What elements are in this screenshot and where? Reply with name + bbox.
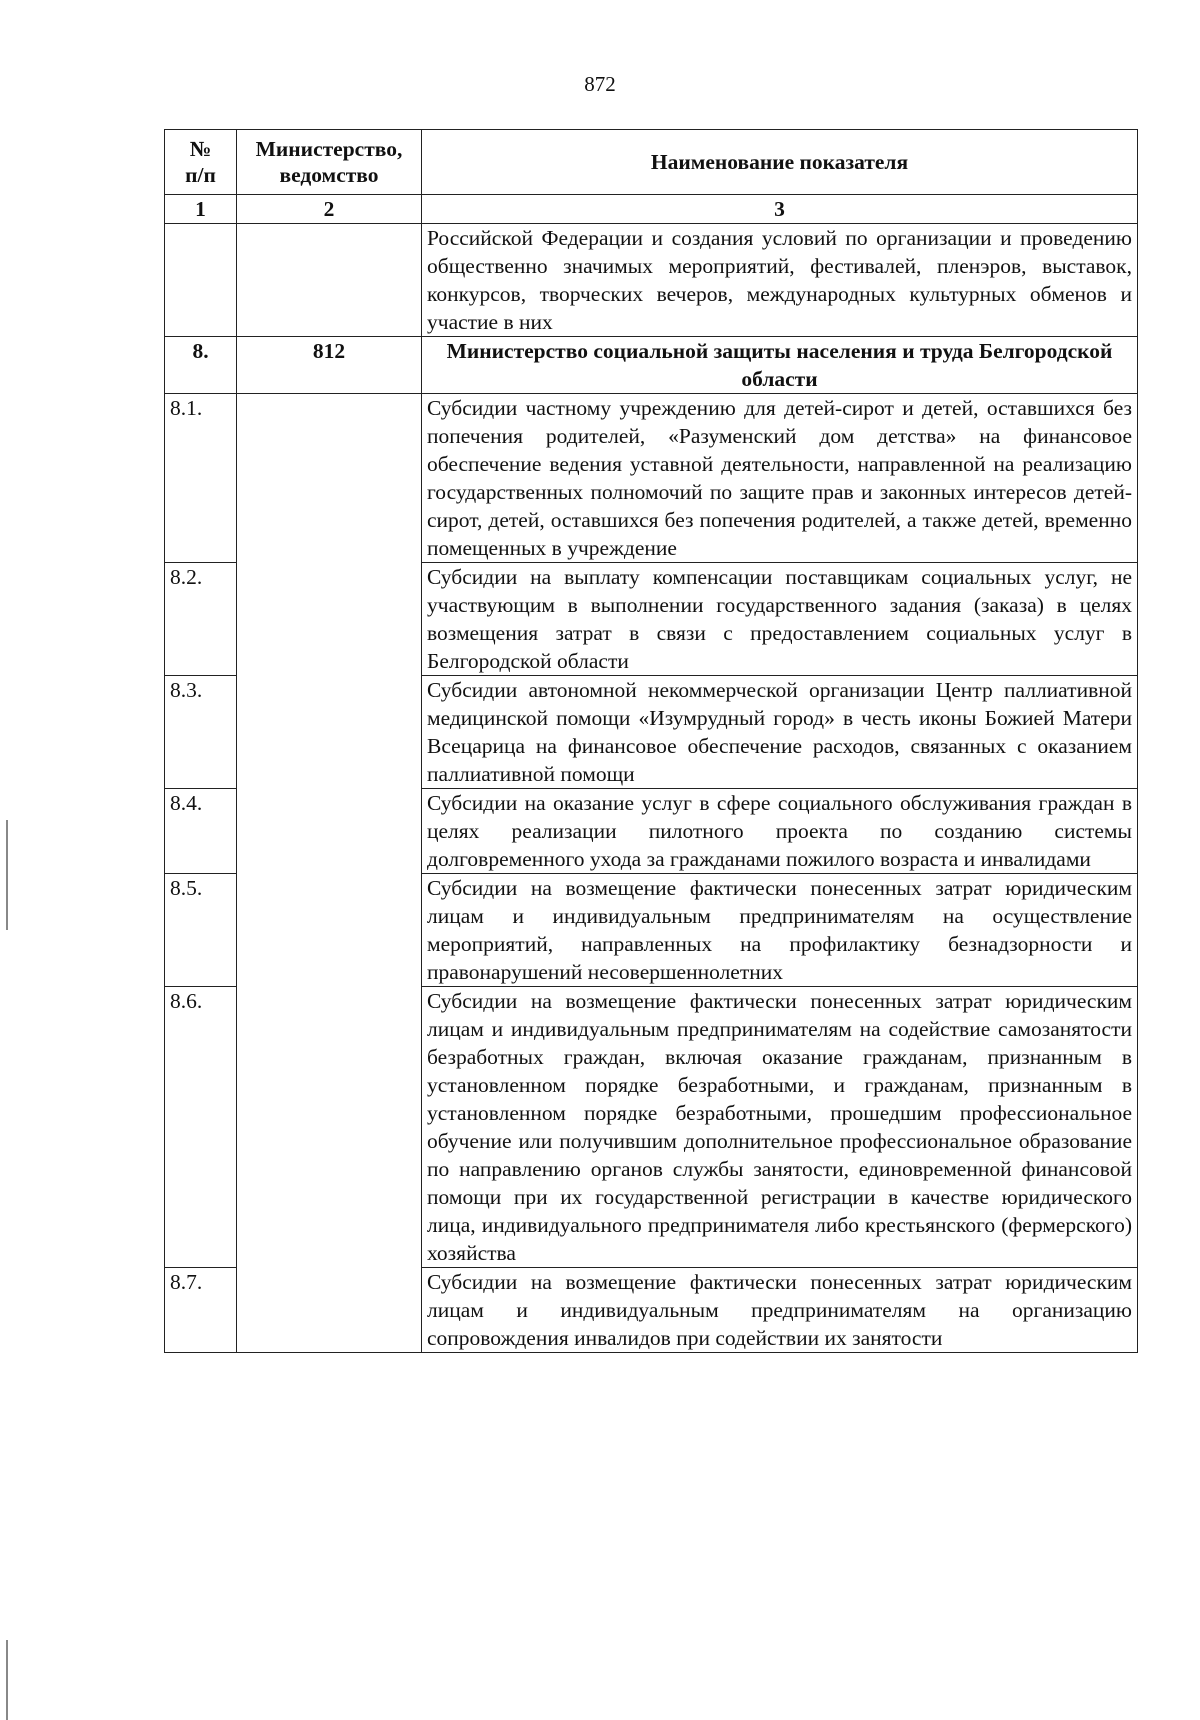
- row-text: Субсидии автономной некоммерческой организации Центр паллиативной медицинской помощи «Изумрудный город» в честь иконы Божией Матери Всецарица на финансовое обеспечение расходов, связанных с оказанием паллиативной помощи: [422, 676, 1138, 789]
- row-number: 8.7.: [165, 1268, 237, 1353]
- header-number: № п/п: [165, 130, 237, 195]
- table-row: [165, 394, 1138, 563]
- row-number: 8.2.: [165, 563, 237, 676]
- page-number: 872: [584, 72, 616, 96]
- row-number: 8.5.: [165, 874, 237, 987]
- row-number: 8.3.: [165, 676, 237, 789]
- header-ministry: Министерство, ведомство: [237, 130, 422, 195]
- scan-artifact-line: [6, 1640, 8, 1720]
- indicators-table: [164, 129, 1138, 1353]
- header-indicator-name: Наименование показателя: [422, 130, 1138, 195]
- row-text: Субсидии на оказание услуг в сфере социального обслуживания граждан в целях реализации пилотного проекта по созданию системы долговременного ухода за гражданами пожилого возраста и инвалидами: [422, 789, 1138, 874]
- continuation-ministry-cell: [237, 224, 422, 337]
- row-number: 8.4.: [165, 789, 237, 874]
- column-number-1: 1: [165, 195, 237, 224]
- section-title: Министерство социальной защиты населения и труда Белгородской области: [422, 337, 1138, 394]
- row-text: Субсидии на возмещение фактически понесенных затрат юридическим лицам и индивидуальным предпринимателям на организацию сопровождения инвалидов при содействии их занятости: [422, 1268, 1138, 1353]
- column-number-2: 2: [237, 195, 422, 224]
- ministry-merged-cell: [237, 394, 422, 1353]
- continuation-number-cell: [165, 224, 237, 337]
- row-number: 8.6.: [165, 987, 237, 1268]
- row-text: Субсидии на возмещение фактически понесенных затрат юридическим лицам и индивидуальным предпринимателям на осуществление мероприятий, направленных на профилактику безнадзорности и правонарушений несовершеннолетних: [422, 874, 1138, 987]
- section-code: 812: [237, 337, 422, 394]
- continuation-text: Российской Федерации и создания условий по организации и проведению общественно значимых мероприятий, фестивалей, пленэров, выставок, конкурсов, творческих вечеров, международных культурных обменов и участие в них: [422, 224, 1138, 337]
- table-header-row: [165, 130, 1138, 195]
- row-number: 8.1.: [165, 394, 237, 563]
- row-text: Субсидии на возмещение фактически понесенных затрат юридическим лицам и индивидуальным предпринимателям на содействие самозанятости безработных граждан, включая оказание гражданам, признанным в установленном порядке безработными, и гражданам, признанным в установленном порядке безработными, прошедшим профессиональное обучение или получившим дополнительное профессиональное образование по направлению органов службы занятости, единовременной финансовой помощи при их государственной регистрации в качестве юридического лица, индивидуального предпринимателя либо крестьянского (фермерского) хозяйства: [422, 987, 1138, 1268]
- section-number: 8.: [165, 337, 237, 394]
- column-numbers-row: [165, 195, 1138, 224]
- column-number-3: 3: [422, 195, 1138, 224]
- row-text: Субсидии на выплату компенсации поставщикам социальных услуг, не участвующим в выполнении государственного задания (заказа) в целях возмещения затрат в связи с предоставлением социальных услуг в Белгородской области: [422, 563, 1138, 676]
- scan-artifact-line: [6, 820, 8, 930]
- row-text: Субсидии частному учреждению для детей-сирот и детей, оставшихся без попечения родителей, «Разуменский дом детства» на финансовое обеспечение ведения уставной деятельности, направленной на реализацию государственных полномочий по защите прав и законных интересов детей-сирот, детей, оставшихся без попечения родителей, а также детей, временно помещенных в учреждение: [422, 394, 1138, 563]
- section-row: [165, 337, 1138, 394]
- continuation-row: [165, 224, 1138, 337]
